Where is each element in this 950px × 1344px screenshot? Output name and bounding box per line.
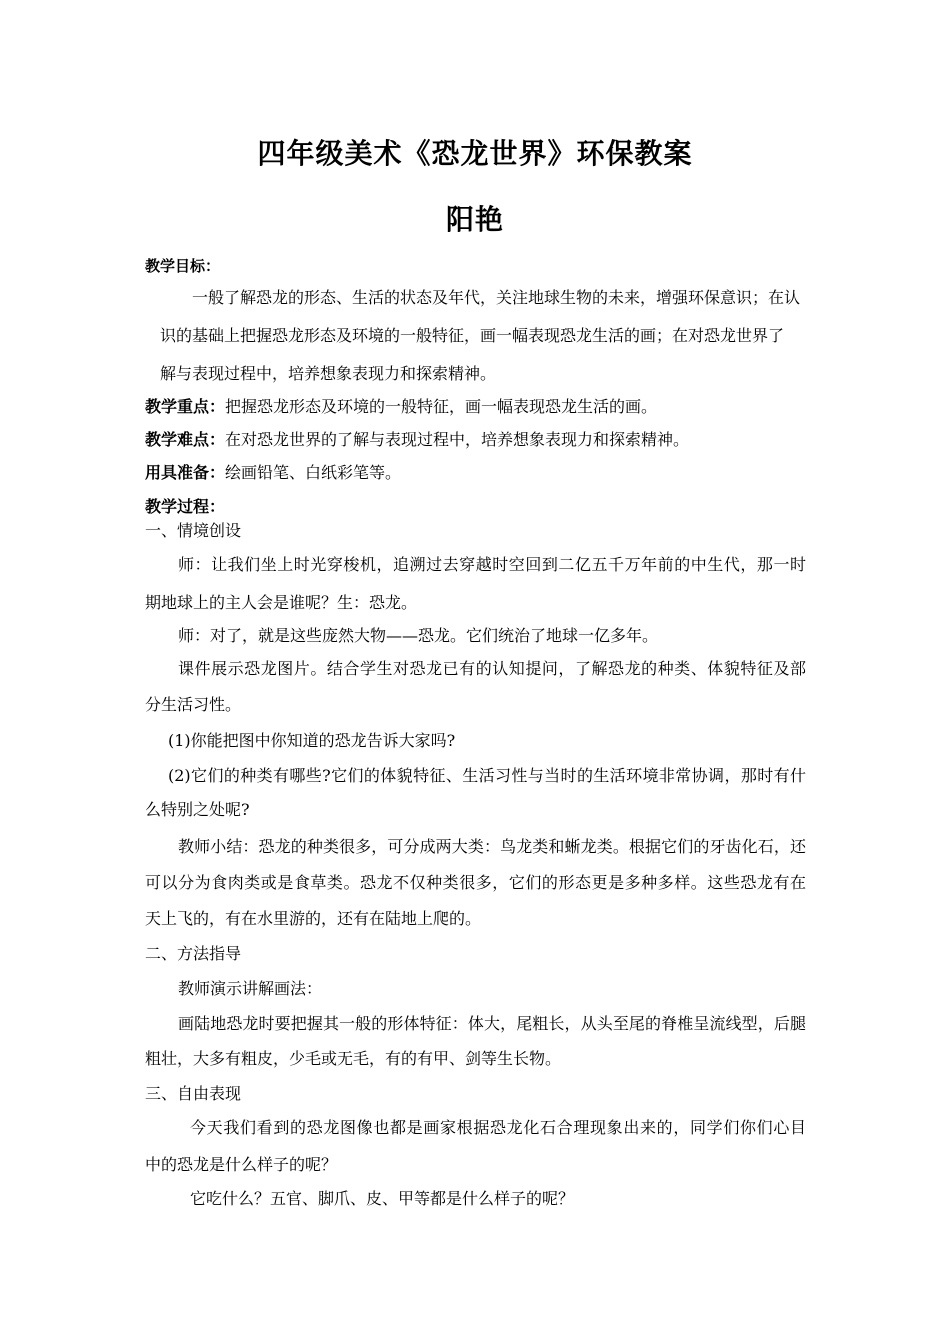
section1-summary-line2: 可以分为食肉类或是食草类。恐龙不仅种类很多，它们的形态更是多种多样。这些恐龙有在 — [145, 873, 806, 892]
document-author: 阳艳 — [445, 203, 504, 236]
section1-p2: 师：对了，就是这些庞然大物——恐龙。它们统治了地球一亿多年。 — [178, 626, 659, 645]
process-label: 教学过程： — [145, 497, 226, 516]
difficulty-label: 教学难点： — [145, 430, 226, 449]
section1-p3-line1: 课件展示恐龙图片。结合学生对恐龙已有的认知提问，了解恐龙的种类、体貌特征及部 — [178, 659, 806, 678]
document-title: 四年级美术《恐龙世界》环保教案 — [257, 137, 693, 170]
section1-summary-line1: 教师小结：恐龙的种类很多，可分成两大类：鸟龙类和蜥龙类。根据它们的牙齿化石，还 — [178, 837, 806, 856]
section1-p1-line2: 期地球上的主人会是谁呢？生：恐龙。 — [145, 593, 418, 612]
goals-line-2: 识的基础上把握恐龙形态及环境的一般特征，画一幅表现恐龙生活的画；在对恐龙世界了 — [160, 326, 785, 345]
materials — [145, 463, 401, 483]
section1-question-2-line2: 么特别之处呢? — [145, 800, 250, 819]
materials-label: 用具准备： — [145, 463, 226, 482]
goals-line-3: 解与表现过程中，培养想象表现力和探索精神。 — [160, 364, 497, 383]
difficulty — [145, 430, 689, 450]
section1-p1-line1: 师：让我们坐上时光穿梭机，追溯过去穿越时空回到二亿五千万年前的中生代，那一时 — [178, 555, 806, 574]
section3-p1-line1: 今天我们看到的恐龙图像也都是画家根据恐龙化石合理现象出来的，同学们你们心目 — [190, 1118, 806, 1137]
section1-heading: 一、情境创设 — [145, 521, 242, 540]
section3-p2: 它吃什么？五官、脚爪、皮、甲等都是什么样子的呢？ — [190, 1189, 575, 1208]
section1-question-1: (1)你能把图中你知道的恐龙告诉大家吗? — [168, 731, 456, 750]
section1-summary-line3: 天上飞的，有在水里游的，还有在陆地上爬的。 — [145, 909, 482, 928]
section3-heading: 三、自由表现 — [145, 1084, 242, 1103]
section1-question-2-line1: (2)它们的种类有哪些?它们的体貌特征、生活习性与当时的生活环境非常协调，那时有什 — [168, 766, 806, 785]
key-point — [145, 397, 657, 417]
difficulty-text: 在对恐龙世界的了解与表现过程中，培养想象表现力和探索精神。 — [225, 430, 690, 449]
key-point-label: 教学重点： — [145, 397, 226, 416]
goals-label: 教学目标： — [145, 257, 221, 275]
goals-line-1: 一般了解恐龙的形态、生活的状态及年代，关注地球生物的未来，增强环保意识；在认 — [192, 288, 801, 307]
section2-p1: 教师演示讲解画法： — [178, 979, 323, 998]
key-point-text: 把握恐龙形态及环境的一般特征，画一幅表现恐龙生活的画。 — [225, 397, 658, 416]
section3-p1-line2: 中的恐龙是什么样子的呢？ — [145, 1155, 338, 1174]
section2-p2-line2: 粗壮，大多有粗皮，少毛或无毛，有的有甲、剑等生长物。 — [145, 1049, 562, 1068]
materials-text: 绘画铅笔、白纸彩笔等。 — [225, 463, 402, 482]
section1-p3-line2: 分生活习性。 — [145, 695, 242, 714]
section2-p2-line1: 画陆地恐龙时要把握其一般的形体特征：体大，尾粗长，从头至尾的脊椎呈流线型，后腿 — [178, 1014, 806, 1033]
section2-heading: 二、方法指导 — [145, 944, 242, 963]
